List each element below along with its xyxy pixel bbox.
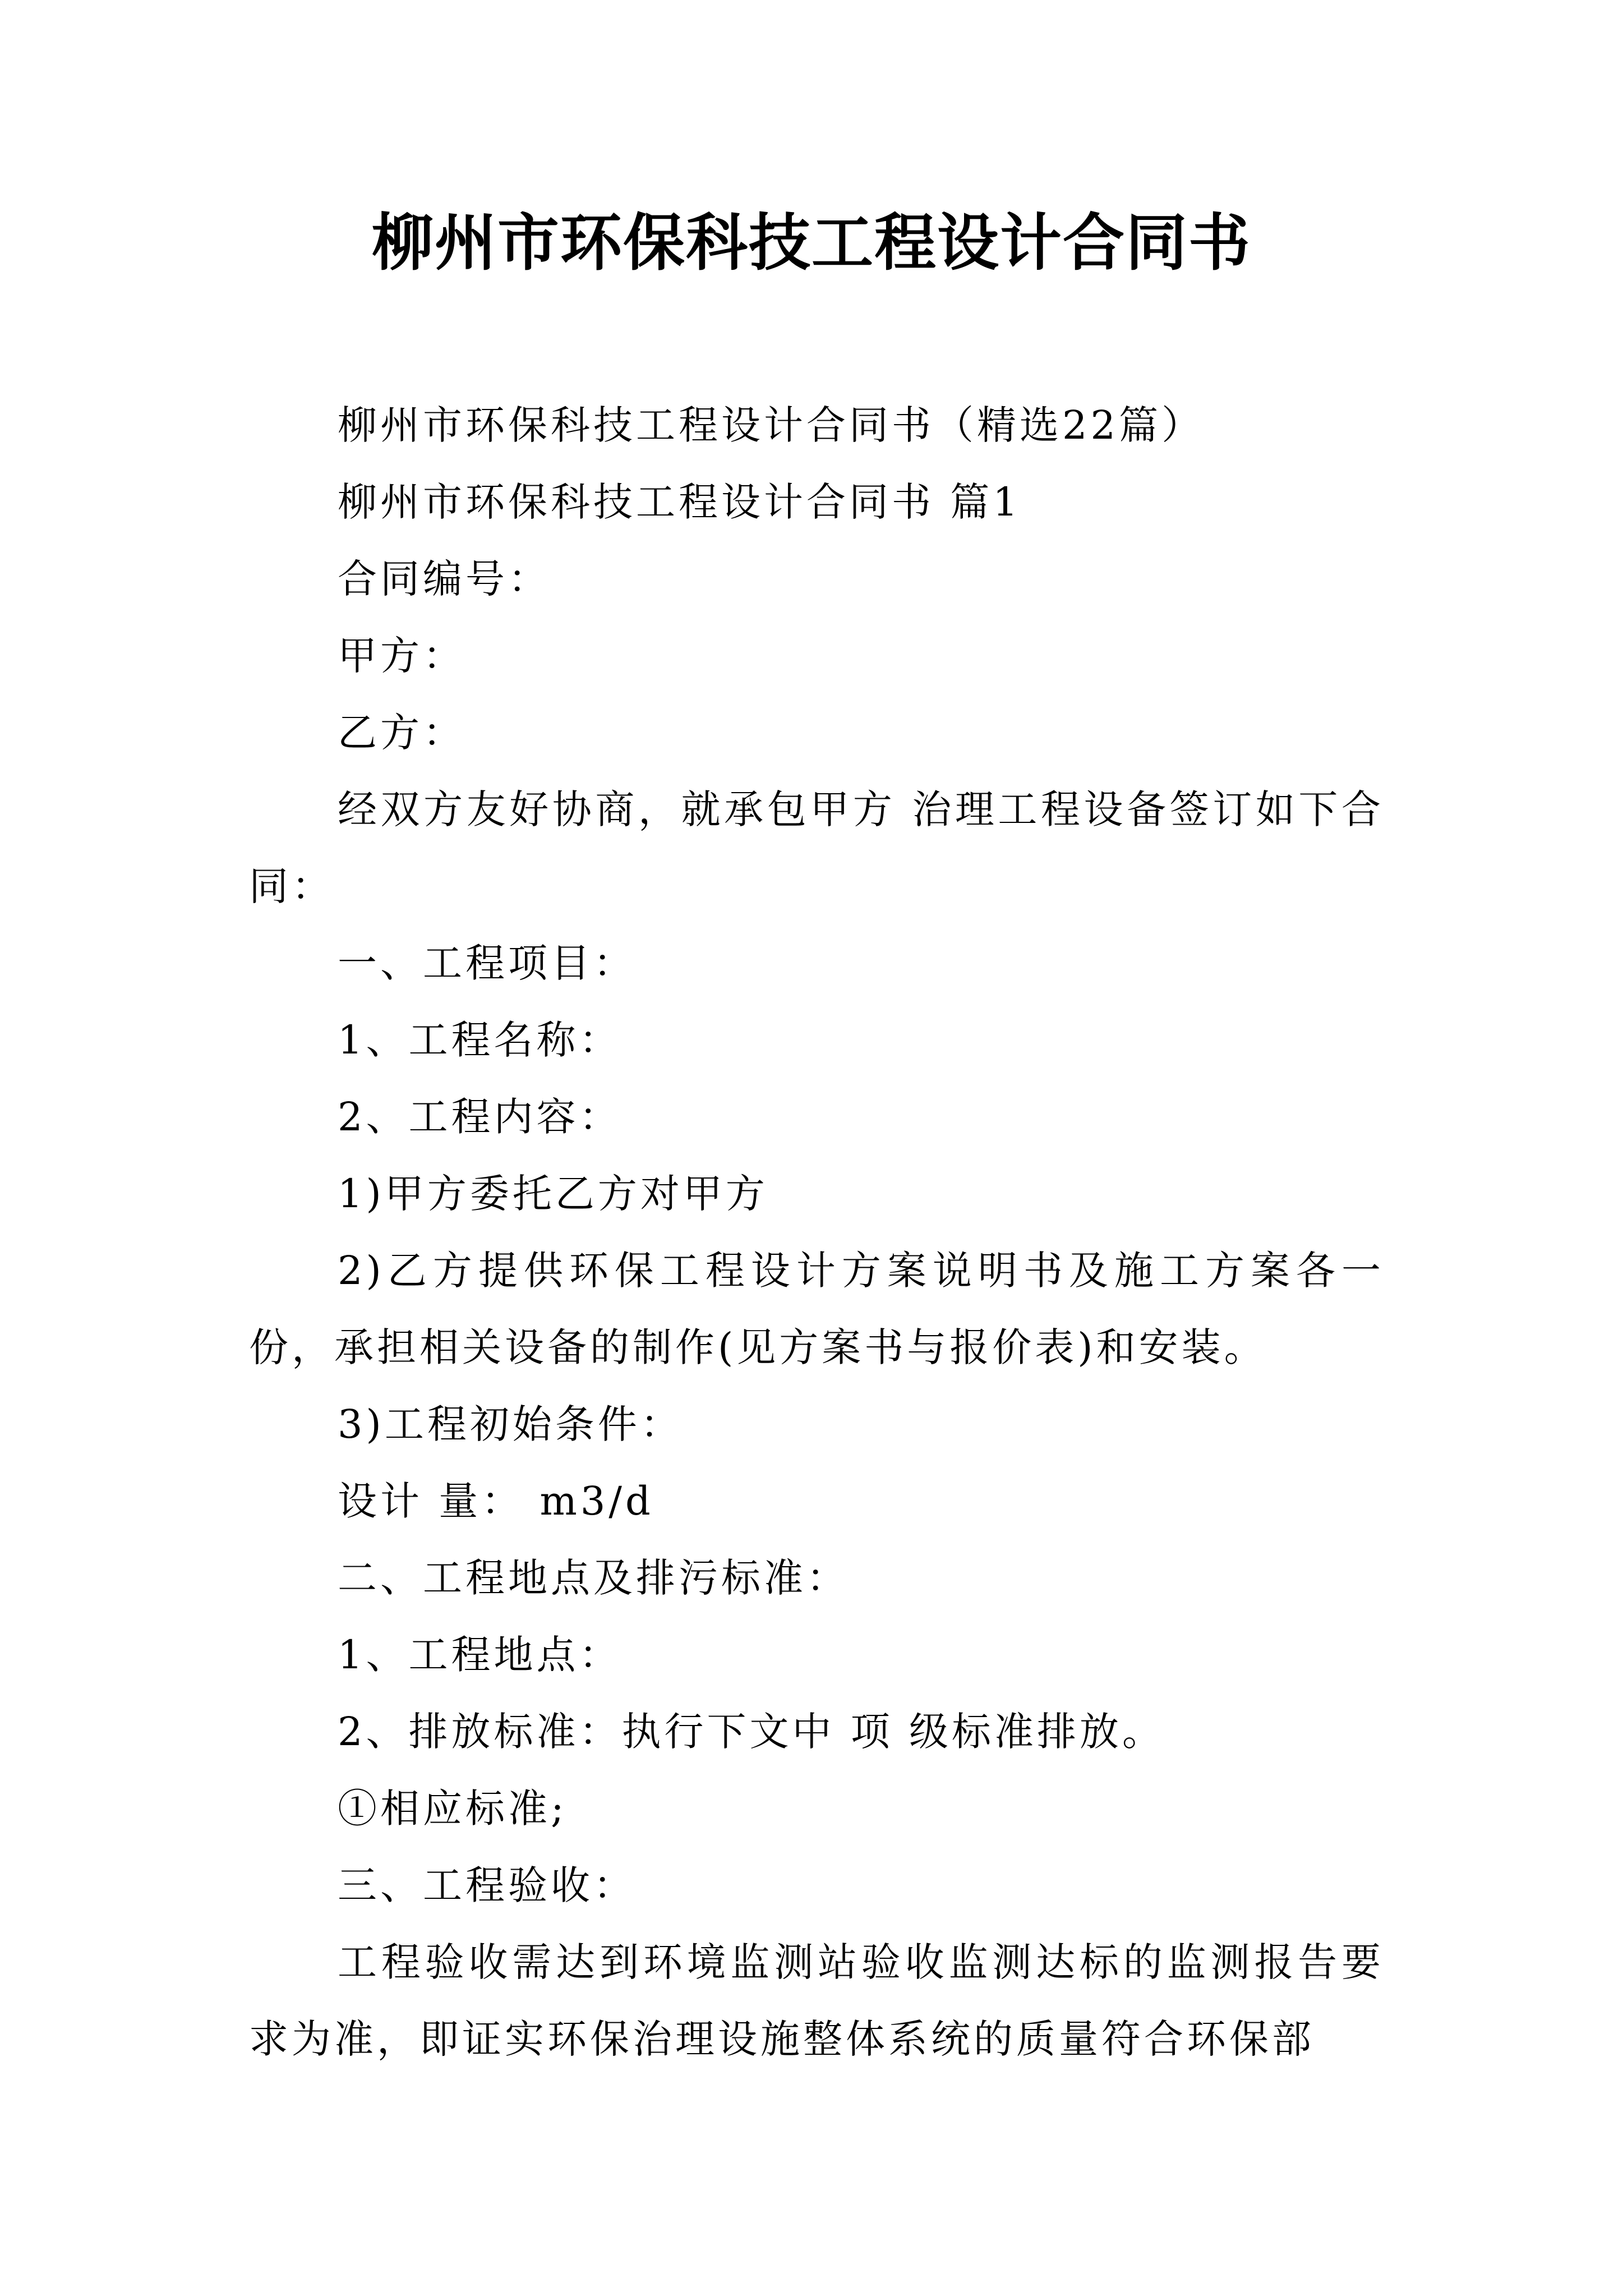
paragraph: 3)工程初始条件： bbox=[338, 1401, 683, 1447]
paragraph: 二、工程地点及排污标准： bbox=[338, 1555, 849, 1601]
paragraph: 柳州市环保科技工程设计合同书 篇1 bbox=[338, 479, 1021, 525]
paragraph: 经双方友好协商，就承包甲方 治理工程设备签订如下合同： bbox=[249, 786, 1384, 909]
paragraph: 一、工程项目： bbox=[338, 940, 636, 986]
paragraph: 1、工程名称： bbox=[338, 1017, 622, 1063]
document-body bbox=[249, 387, 1384, 2078]
paragraph: ①相应标准; bbox=[338, 1786, 568, 1832]
paragraph: 工程验收需达到环境监测站验收监测达标的监测报告要求为准，即证实环保治理设施整体系统的质量符合环保部 bbox=[249, 1939, 1384, 2062]
paragraph: 设计 量： m3/d bbox=[338, 1478, 654, 1524]
paragraph: 1、工程地点： bbox=[338, 1632, 622, 1678]
paragraph: 三、工程验收： bbox=[338, 1862, 636, 1908]
paragraph: 2、工程内容： bbox=[338, 1094, 622, 1140]
paragraph: 柳州市环保科技工程设计合同书（精选22篇） bbox=[338, 402, 1205, 448]
paragraph: 2、排放标准：执行下文中 项 级标准排放。 bbox=[338, 1709, 1165, 1755]
paragraph: 甲方： bbox=[338, 633, 465, 679]
paragraph: 乙方： bbox=[338, 710, 465, 756]
document-title: 柳州市环保科技工程设计合同书 bbox=[372, 207, 1251, 279]
paragraph: 合同编号： bbox=[338, 556, 551, 602]
paragraph: 1)甲方委托乙方对甲方 bbox=[338, 1171, 768, 1217]
paragraph: 2)乙方提供环保工程设计方案说明书及施工方案各一份，承担相关设备的制作(见方案书与报价表)和安装。 bbox=[249, 1248, 1384, 1370]
